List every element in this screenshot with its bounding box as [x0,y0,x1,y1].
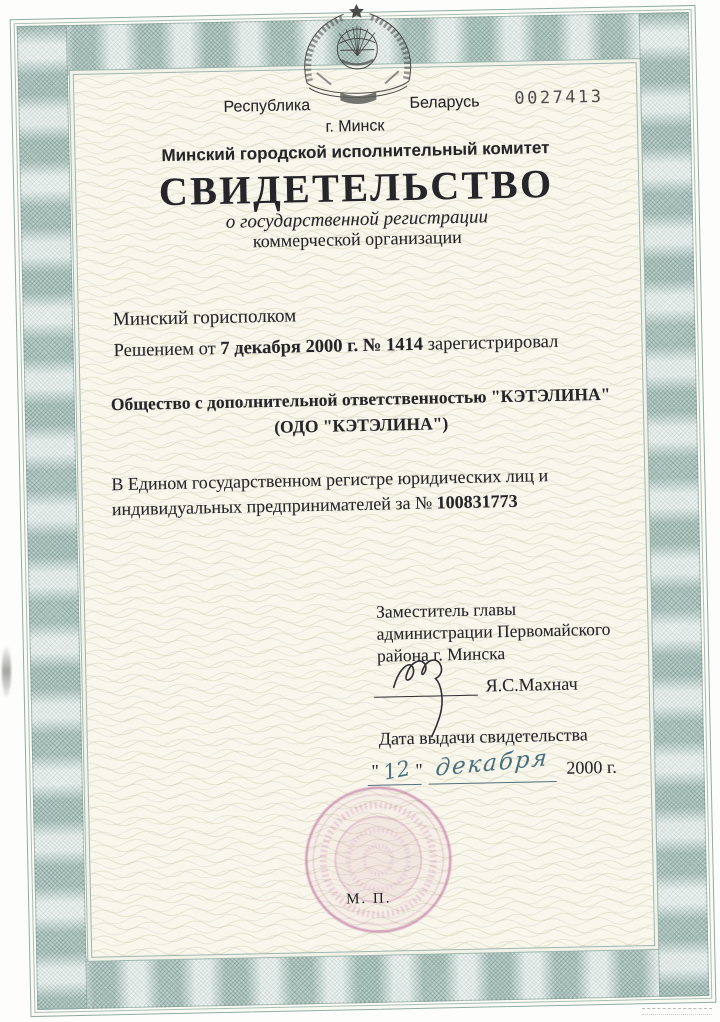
close-quote: " [415,759,424,780]
scan-edge-smudge [2,645,11,697]
certificate-title: СВИДЕТЕЛЬСТВО [158,160,555,215]
certificate-content [10,5,717,1017]
authority-line: Минский горисполком [112,305,297,331]
title-subtitle-2: коммерческой организации [252,226,462,252]
serial-number: 0027413 [514,86,604,109]
decision-prefix: Решением от [113,339,216,362]
decision-line [113,332,558,362]
decision-date: 7 декабря 2000 г. [220,336,359,359]
signatory-title-line-1: Заместитель главы [375,598,517,622]
company-name-line-2: (ОДО "КЭТЭЛИНА") [274,413,449,437]
issue-date-label: Дата выдачи свидетельства [378,724,588,749]
decision-number: № 1414 [362,334,424,356]
handwritten-signature [389,642,473,740]
registry-line-2-prefix: индивидуальных предпринимателей за № [111,492,433,520]
issuer-line: Минский городской исполнительный комитет [161,138,550,166]
city-line: г. Минск [325,117,385,136]
country-word-right: Беларусь [409,93,480,112]
belarus-coat-of-arms [293,1,421,112]
issue-year: 2000 г. [566,756,617,778]
handwritten-day: 12 [381,755,413,785]
handwritten-month: декабря [434,745,550,782]
decision-suffix: зарегистрировал [427,331,559,355]
company-name-line-1: Общество с дополнительной ответственностью "КЭТЭЛИНА" [110,383,611,415]
title-subtitle-1: о государственной регистрации [225,206,489,233]
registry-line-2 [112,491,518,520]
printer-imprint-microtext [642,1008,712,1015]
signatory-title-line-3: района г. Минска [376,643,506,666]
signatory-title-line-2: администрации Первомайского [376,618,611,644]
certificate [10,5,717,1017]
registry-number: 100831773 [436,490,518,513]
open-quote: " [371,760,380,781]
stamp-place-label: М. П. [345,890,392,908]
registry-line-1: В Едином государственном регистре юридических лиц и [111,465,549,495]
signatory-name: Я.С.Махнач [485,673,578,696]
month-underline [428,767,556,785]
country-word-left: Республика [223,97,311,116]
official-round-stamp [285,766,472,953]
